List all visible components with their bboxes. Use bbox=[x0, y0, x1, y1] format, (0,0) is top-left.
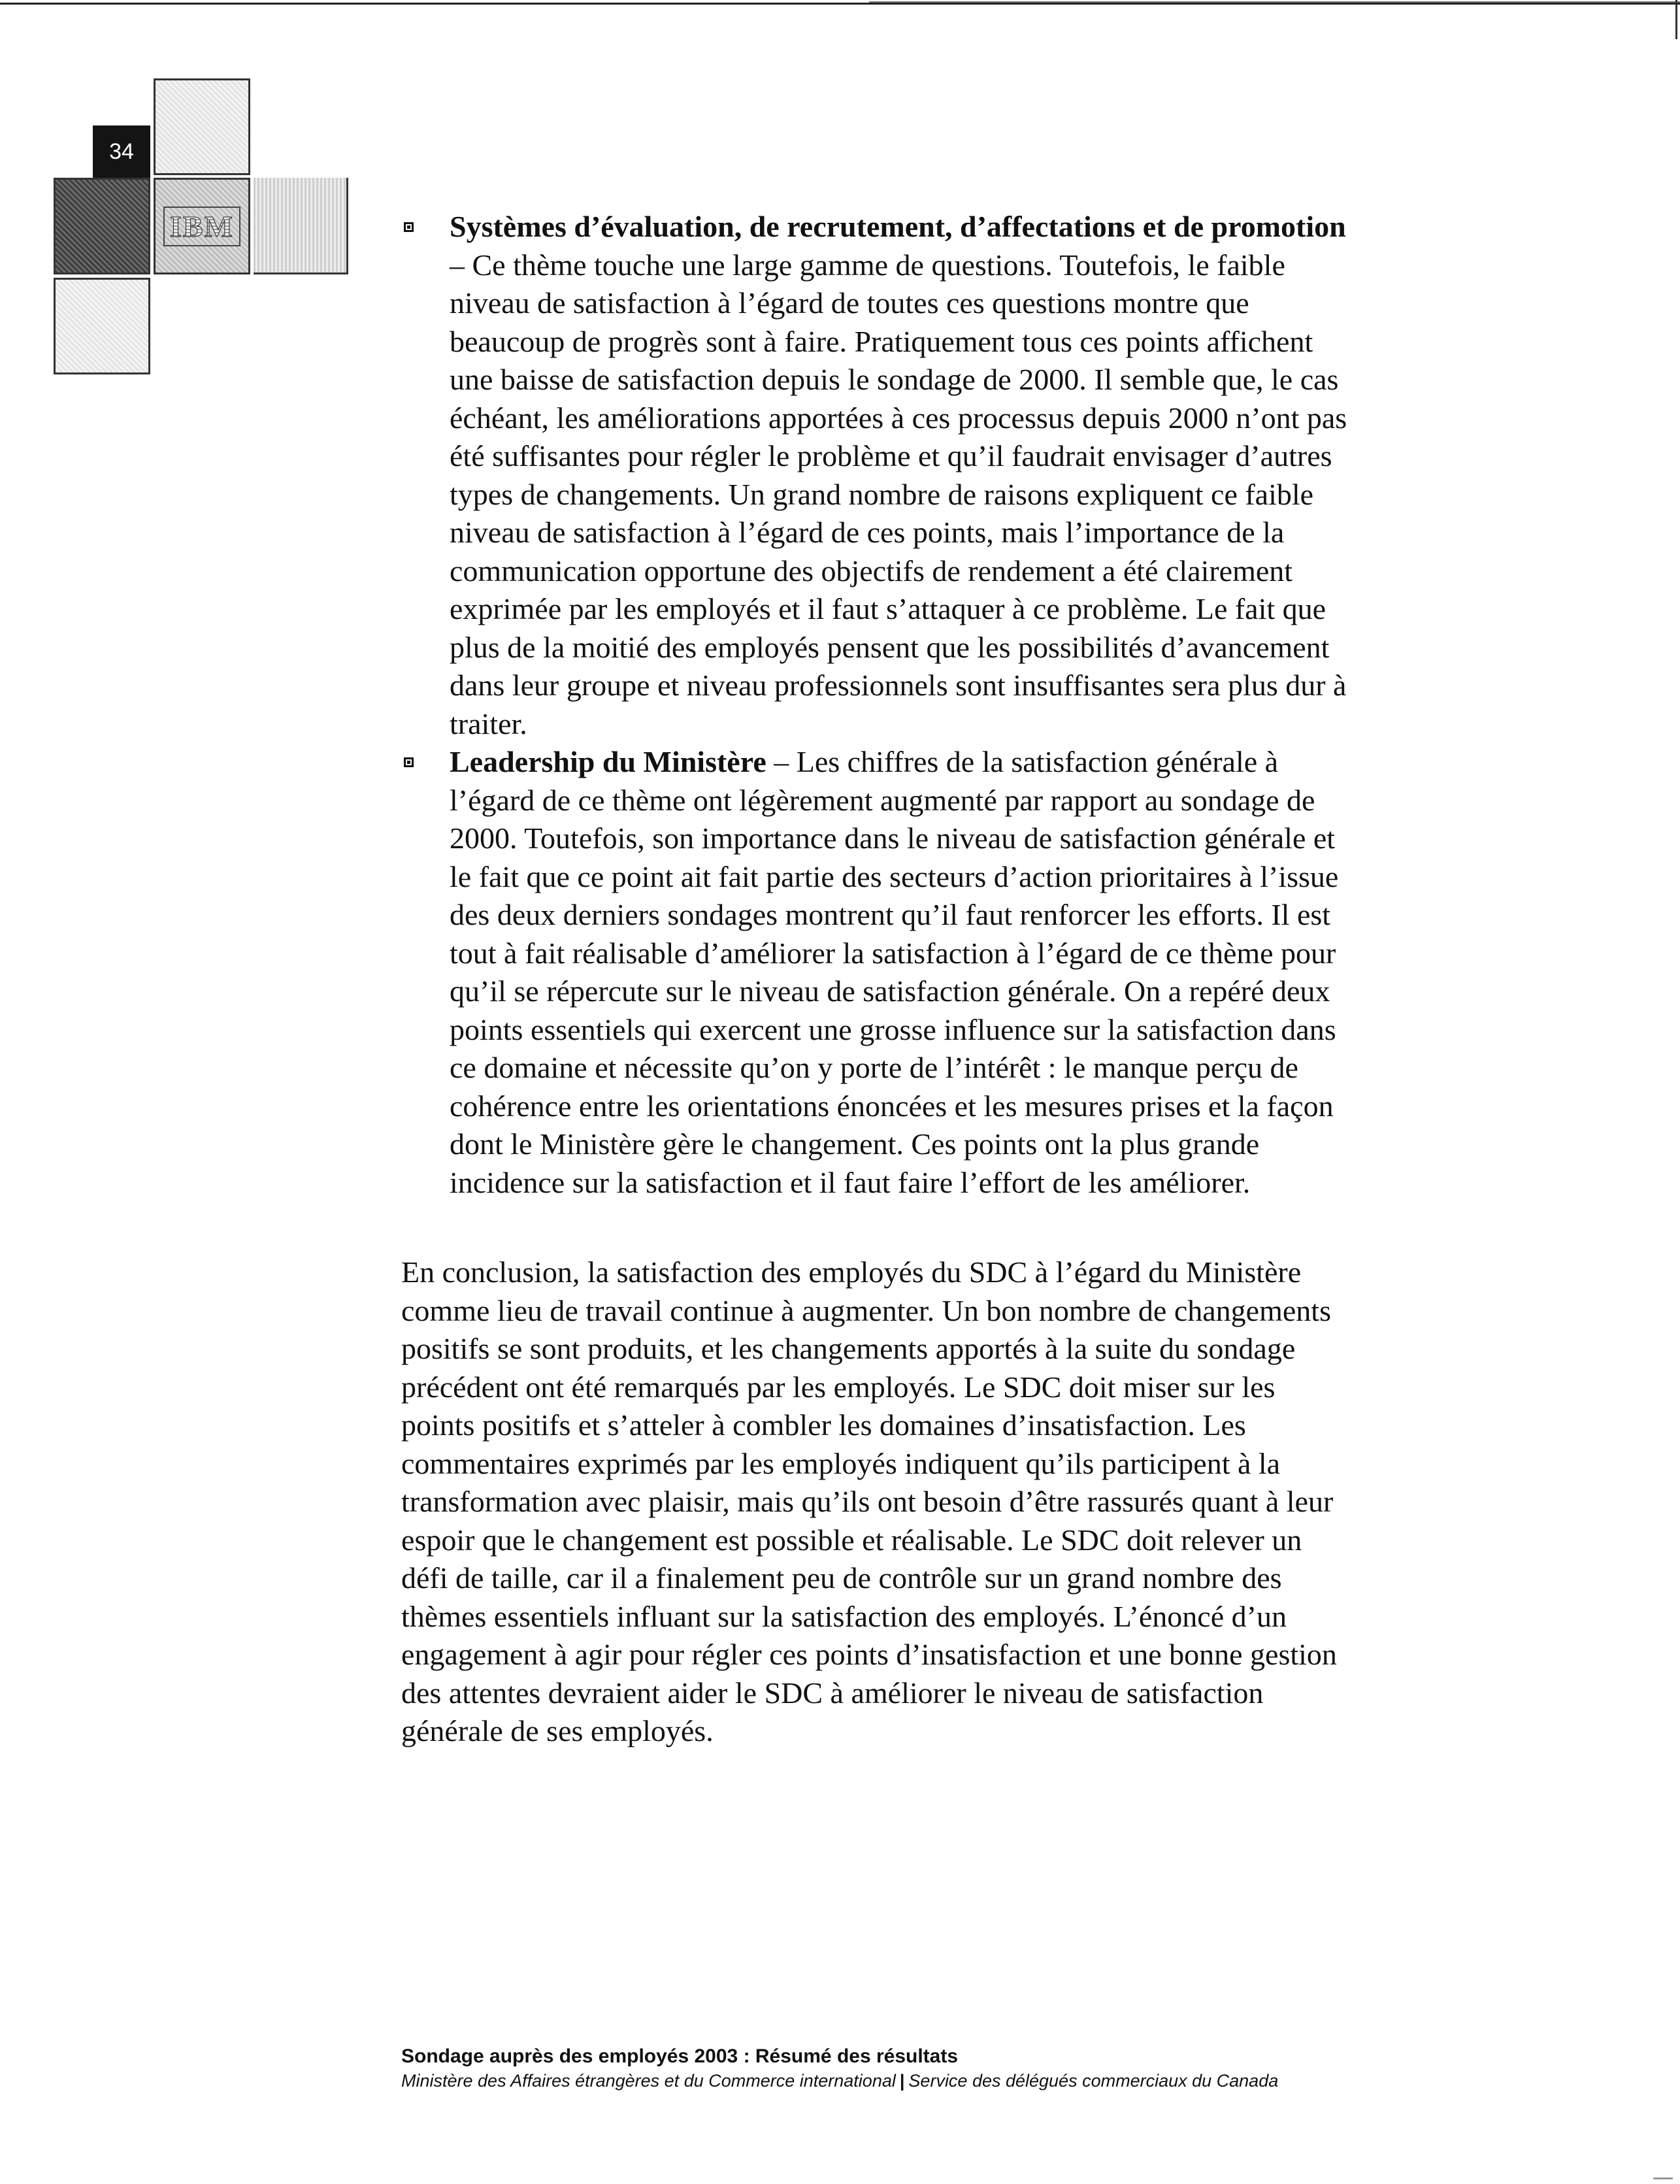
logo-tile-right bbox=[254, 178, 348, 274]
square-bullet-icon bbox=[404, 222, 414, 232]
conclusion-paragraph: En conclusion, la satisfaction des employés du SDC à l’égard du Ministère comme lieu de travail continue à augmenter. Un bon nombre de changements positifs se sont produits, et les changements apportés à la suite du sondage précédent ont été remarqués par les employés. Le SDC doit miser sur les points positifs et s’atteler à combler les domaines d’insatisfaction. Les commentaires exprimés par les employés indiquent qu’ils participent à la transformation avec plaisir, mais qu’ils ont besoin d’être rassurés quant à leur espoir que le changement est possible et réalisable. Le SDC doit relever un défi de taille, car il a finalement peu de contrôle sur un grand nombre des thèmes essentiels influant sur la satisfaction des employés. L’énoncé d’un engagement à agir pour régler ces points d’insatisfaction et une bonne gestion des attentes devraient aider le SDC à améliorer le niveau de satisfaction générale de ses employés. bbox=[401, 1255, 1337, 1747]
bullet-item bbox=[450, 208, 1456, 743]
footer-title: Sondage auprès des employés 2003 : Résumé des résultats bbox=[401, 2045, 959, 2067]
bullet-lead: Leadership du Ministère bbox=[450, 745, 766, 778]
logo-tile-dark bbox=[54, 178, 150, 274]
square-bullet-icon bbox=[404, 757, 414, 767]
page-footer bbox=[401, 2044, 1278, 2093]
logo-tile-center bbox=[154, 178, 250, 274]
footer-organization bbox=[401, 2069, 1278, 2093]
bullet-item bbox=[450, 743, 1456, 1202]
ibm-logo: IBM bbox=[163, 207, 240, 246]
bullet-list bbox=[450, 208, 1456, 1202]
bullet-text: – Les chiffres de la satisfaction générale à l’égard de ce thème ont légèrement augmenté par rapport au sondage de 2000. Toutefois, son importance dans le niveau de satisfaction générale et le fait que ce point ait fait partie des secteurs d’action prioritaires à l’issue des deux derniers sondages montrent qu’il faut renforcer les efforts. Il est tout à fait réalisable d’améliorer la satisfaction à l’égard de ce thème pour qu’il se répercute sur le niveau de satisfaction générale. On a repéré deux points essentiels qui exercent une grosse influence sur la satisfaction dans ce domaine et nécessite qu’on y porte de l’intérêt : le manque perçu de cohérence entre les orientations énoncées et les mesures prises et la façon dont le Ministère gère le changement. Ces points ont la plus grande incidence sur la satisfaction et il faut faire l’effort de les améliorer. bbox=[450, 745, 1339, 1199]
page-edge-mark bbox=[1675, 0, 1677, 39]
top-rule bbox=[0, 3, 1680, 5]
footer-separator: | bbox=[899, 2071, 905, 2091]
page-number: 34 bbox=[93, 125, 150, 178]
logo-tile-bottom bbox=[54, 278, 150, 374]
bullet-text: – Ce thème touche une large gamme de questions. Toutefois, le faible niveau de satisfaction à l’égard de toutes ces questions montre que beaucoup de progrès sont à faire. Pratiquement tous ces points affichent une baisse de satisfaction depuis le sondage de 2000. Il semble que, le cas échéant, les améliorations apportées à ces processus depuis 2000 n’ont pas été suffisantes pour régler le problème et qu’il faudrait envisager d’autres types de changements. Un grand nombre de raisons expliquent ce faible niveau de satisfaction à l’égard de ces points, mais l’importance de la communication opportune des objectifs de rendement a été clairement exprimée par les employés et il faut s’attaquer à ce problème. Le fait que plus de la moitié des employés pensent que les possibilités d’avancement dans leur groupe et niveau professionnels sont insuffisantes sera plus dur à traiter. bbox=[450, 248, 1347, 740]
logo-tile-top bbox=[154, 78, 250, 175]
footer-org-left: Ministère des Affaires étrangères et du Commerce international bbox=[401, 2071, 896, 2091]
bottom-edge-mark bbox=[1653, 2177, 1673, 2179]
footer-org-right: Service des délégués commerciaux du Canada bbox=[908, 2071, 1279, 2091]
top-rule-fade bbox=[869, 1, 1680, 3]
bullet-lead: Systèmes d’évaluation, de recrutement, d’affectations et de promotion bbox=[450, 210, 1346, 243]
